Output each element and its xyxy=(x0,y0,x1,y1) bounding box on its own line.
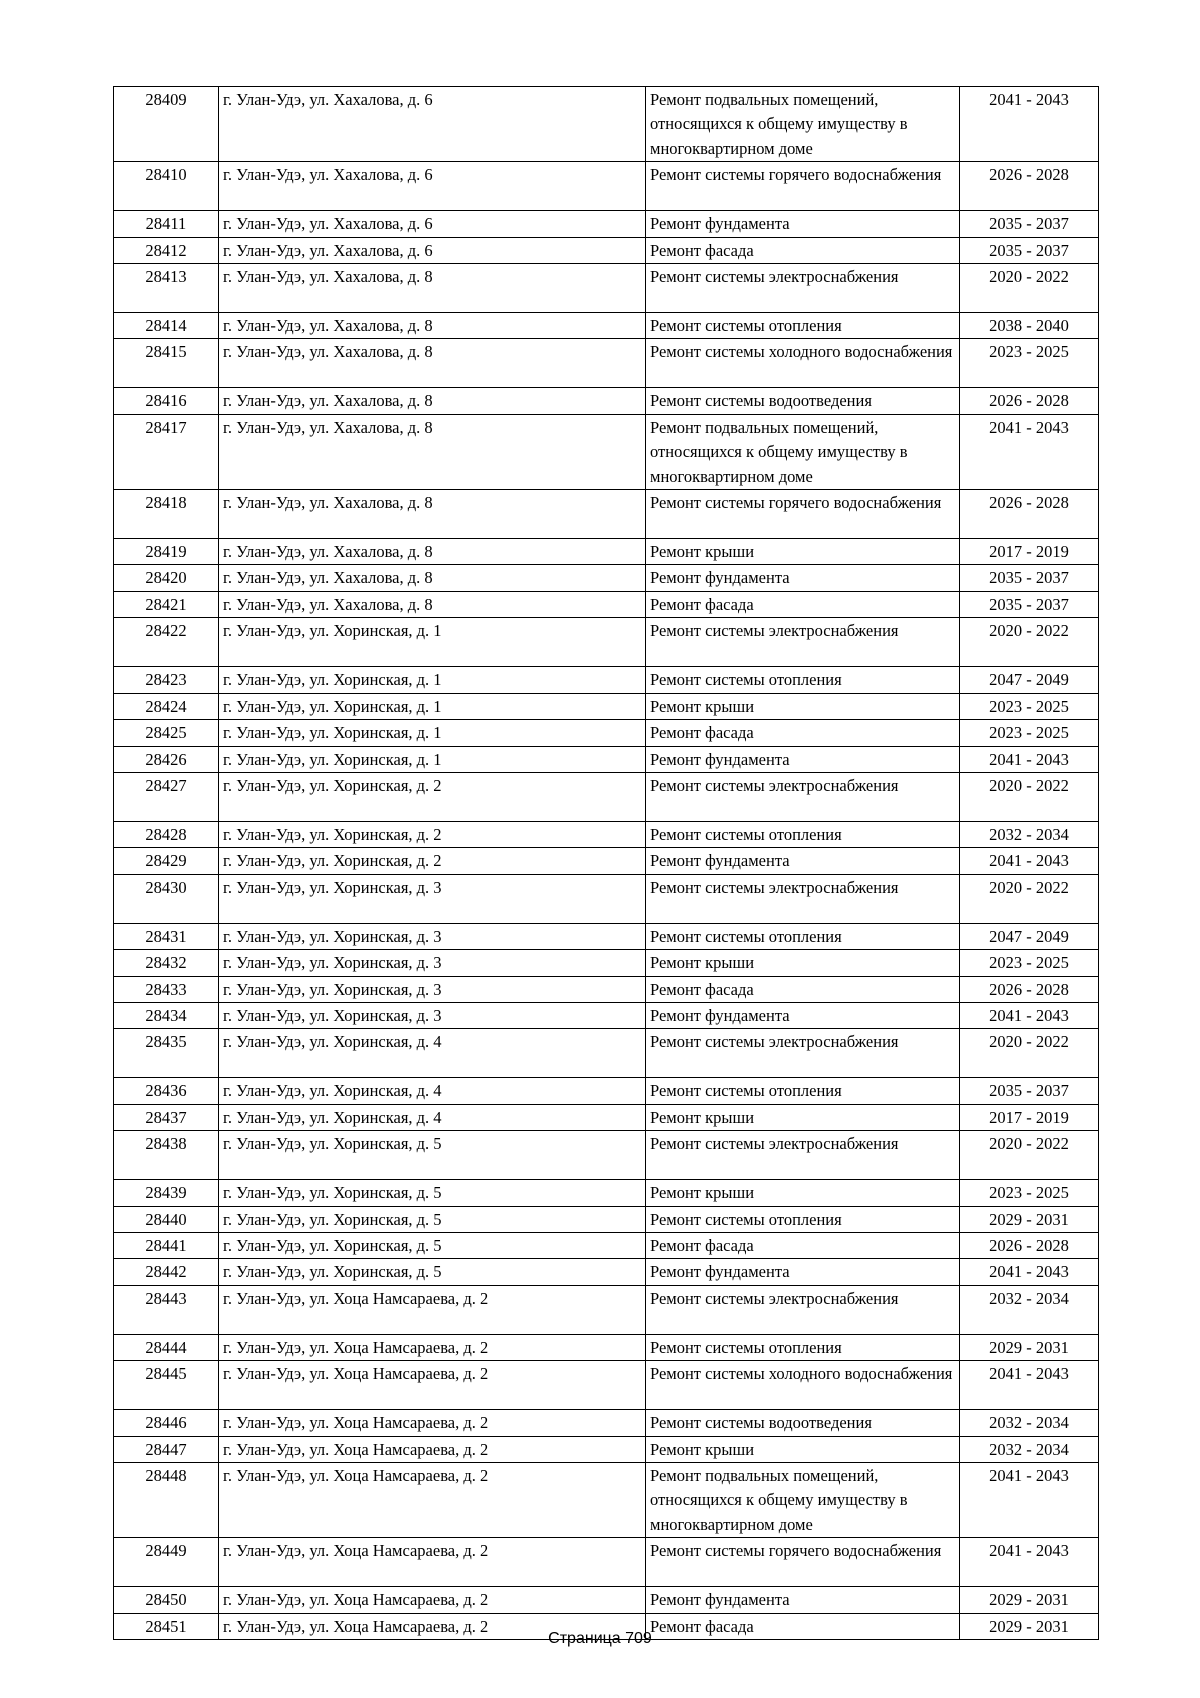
work-type-cell: Ремонт системы холодного водоснабжения xyxy=(646,339,960,388)
table-row xyxy=(114,591,1099,617)
address-cell: г. Улан-Удэ, ул. Хахалова, д. 8 xyxy=(219,414,646,489)
table-row xyxy=(114,1463,1099,1538)
address-cell: г. Улан-Удэ, ул. Хоринская, д. 5 xyxy=(219,1131,646,1180)
work-type-cell: Ремонт фундамента xyxy=(646,1587,960,1613)
row-id-cell: 28444 xyxy=(114,1334,219,1360)
work-type-cell: Ремонт системы электроснабжения xyxy=(646,1285,960,1334)
address-cell: г. Улан-Удэ, ул. Хоца Намсараева, д. 2 xyxy=(219,1613,646,1639)
work-type-cell: Ремонт системы горячего водоснабжения xyxy=(646,490,960,539)
page-number: Страница 709 xyxy=(548,1630,652,1647)
row-id-cell: 28431 xyxy=(114,923,219,949)
address-cell: г. Улан-Удэ, ул. Хоринская, д. 3 xyxy=(219,950,646,976)
table-row xyxy=(114,237,1099,263)
address-cell: г. Улан-Удэ, ул. Хоринская, д. 1 xyxy=(219,720,646,746)
table-row xyxy=(114,87,1099,162)
period-cell: 2032 - 2034 xyxy=(960,1436,1099,1462)
address-cell: г. Улан-Удэ, ул. Хахалова, д. 8 xyxy=(219,339,646,388)
work-type-cell: Ремонт системы отопления xyxy=(646,667,960,693)
row-id-cell: 28429 xyxy=(114,848,219,874)
address-cell: г. Улан-Удэ, ул. Хоринская, д. 1 xyxy=(219,667,646,693)
address-cell: г. Улан-Удэ, ул. Хоца Намсараева, д. 2 xyxy=(219,1587,646,1613)
address-cell: г. Улан-Удэ, ул. Хоца Намсараева, д. 2 xyxy=(219,1334,646,1360)
address-cell: г. Улан-Удэ, ул. Хоринская, д. 3 xyxy=(219,874,646,923)
table-row xyxy=(114,388,1099,414)
row-id-cell: 28412 xyxy=(114,237,219,263)
table-row xyxy=(114,414,1099,489)
period-cell: 2035 - 2037 xyxy=(960,591,1099,617)
period-cell: 2023 - 2025 xyxy=(960,720,1099,746)
table-row xyxy=(114,848,1099,874)
row-id-cell: 28438 xyxy=(114,1131,219,1180)
table-row xyxy=(114,565,1099,591)
row-id-cell: 28419 xyxy=(114,539,219,565)
period-cell: 2035 - 2037 xyxy=(960,237,1099,263)
period-cell: 2041 - 2043 xyxy=(960,1002,1099,1028)
period-cell: 2032 - 2034 xyxy=(960,821,1099,847)
row-id-cell: 28422 xyxy=(114,618,219,667)
period-cell: 2041 - 2043 xyxy=(960,1538,1099,1587)
table-row xyxy=(114,1410,1099,1436)
work-type-cell: Ремонт крыши xyxy=(646,1180,960,1206)
row-id-cell: 28445 xyxy=(114,1361,219,1410)
work-type-cell: Ремонт крыши xyxy=(646,950,960,976)
row-id-cell: 28428 xyxy=(114,821,219,847)
address-cell: г. Улан-Удэ, ул. Хахалова, д. 8 xyxy=(219,313,646,339)
work-type-cell: Ремонт системы водоотведения xyxy=(646,1410,960,1436)
row-id-cell: 28421 xyxy=(114,591,219,617)
row-id-cell: 28440 xyxy=(114,1206,219,1232)
period-cell: 2023 - 2025 xyxy=(960,339,1099,388)
work-type-cell: Ремонт системы электроснабжения xyxy=(646,874,960,923)
period-cell: 2029 - 2031 xyxy=(960,1613,1099,1639)
period-cell: 2026 - 2028 xyxy=(960,1232,1099,1258)
work-type-cell: Ремонт системы отопления xyxy=(646,1334,960,1360)
row-id-cell: 28439 xyxy=(114,1180,219,1206)
work-type-cell: Ремонт фасада xyxy=(646,720,960,746)
address-cell: г. Улан-Удэ, ул. Хоринская, д. 3 xyxy=(219,1002,646,1028)
period-cell: 2026 - 2028 xyxy=(960,388,1099,414)
work-type-cell: Ремонт системы отопления xyxy=(646,313,960,339)
period-cell: 2023 - 2025 xyxy=(960,1180,1099,1206)
table-row xyxy=(114,162,1099,211)
period-cell: 2035 - 2037 xyxy=(960,565,1099,591)
row-id-cell: 28433 xyxy=(114,976,219,1002)
work-type-cell: Ремонт крыши xyxy=(646,693,960,719)
row-id-cell: 28451 xyxy=(114,1613,219,1639)
work-type-cell: Ремонт системы горячего водоснабжения xyxy=(646,1538,960,1587)
work-type-cell: Ремонт подвальных помещений, относящихся к общему имуществу в многоквартирном доме xyxy=(646,87,960,162)
row-id-cell: 28434 xyxy=(114,1002,219,1028)
period-cell: 2041 - 2043 xyxy=(960,414,1099,489)
period-cell: 2023 - 2025 xyxy=(960,693,1099,719)
row-id-cell: 28447 xyxy=(114,1436,219,1462)
row-id-cell: 28415 xyxy=(114,339,219,388)
table-row xyxy=(114,1285,1099,1334)
period-cell: 2026 - 2028 xyxy=(960,162,1099,211)
period-cell: 2038 - 2040 xyxy=(960,313,1099,339)
address-cell: г. Улан-Удэ, ул. Хоринская, д. 5 xyxy=(219,1232,646,1258)
table-row xyxy=(114,539,1099,565)
row-id-cell: 28436 xyxy=(114,1078,219,1104)
address-cell: г. Улан-Удэ, ул. Хоринская, д. 1 xyxy=(219,693,646,719)
work-type-cell: Ремонт фасада xyxy=(646,591,960,617)
address-cell: г. Улан-Удэ, ул. Хахалова, д. 6 xyxy=(219,211,646,237)
table-row xyxy=(114,720,1099,746)
row-id-cell: 28430 xyxy=(114,874,219,923)
address-cell: г. Улан-Удэ, ул. Хоца Намсараева, д. 2 xyxy=(219,1410,646,1436)
table-row xyxy=(114,874,1099,923)
period-cell: 2026 - 2028 xyxy=(960,976,1099,1002)
work-type-cell: Ремонт крыши xyxy=(646,1104,960,1130)
work-type-cell: Ремонт системы отопления xyxy=(646,1078,960,1104)
period-cell: 2017 - 2019 xyxy=(960,1104,1099,1130)
address-cell: г. Улан-Удэ, ул. Хоринская, д. 2 xyxy=(219,821,646,847)
period-cell: 2029 - 2031 xyxy=(960,1334,1099,1360)
address-cell: г. Улан-Удэ, ул. Хоца Намсараева, д. 2 xyxy=(219,1436,646,1462)
work-type-cell: Ремонт подвальных помещений, относящихся к общему имуществу в многоквартирном доме xyxy=(646,1463,960,1538)
work-type-cell: Ремонт фундамента xyxy=(646,1259,960,1285)
row-id-cell: 28425 xyxy=(114,720,219,746)
address-cell: г. Улан-Удэ, ул. Хахалова, д. 8 xyxy=(219,264,646,313)
work-type-cell: Ремонт системы горячего водоснабжения xyxy=(646,162,960,211)
row-id-cell: 28446 xyxy=(114,1410,219,1436)
address-cell: г. Улан-Удэ, ул. Хахалова, д. 6 xyxy=(219,162,646,211)
period-cell: 2047 - 2049 xyxy=(960,667,1099,693)
address-cell: г. Улан-Удэ, ул. Хахалова, д. 8 xyxy=(219,490,646,539)
row-id-cell: 28411 xyxy=(114,211,219,237)
period-cell: 2020 - 2022 xyxy=(960,772,1099,821)
row-id-cell: 28449 xyxy=(114,1538,219,1587)
address-cell: г. Улан-Удэ, ул. Хоринская, д. 5 xyxy=(219,1180,646,1206)
address-cell: г. Улан-Удэ, ул. Хахалова, д. 8 xyxy=(219,388,646,414)
table-row xyxy=(114,1232,1099,1258)
work-type-cell: Ремонт крыши xyxy=(646,1436,960,1462)
address-cell: г. Улан-Удэ, ул. Хахалова, д. 6 xyxy=(219,237,646,263)
table-row xyxy=(114,746,1099,772)
address-cell: г. Улан-Удэ, ул. Хоринская, д. 2 xyxy=(219,772,646,821)
address-cell: г. Улан-Удэ, ул. Хахалова, д. 8 xyxy=(219,539,646,565)
row-id-cell: 28409 xyxy=(114,87,219,162)
address-cell: г. Улан-Удэ, ул. Хоца Намсараева, д. 2 xyxy=(219,1361,646,1410)
address-cell: г. Улан-Удэ, ул. Хоринская, д. 1 xyxy=(219,746,646,772)
row-id-cell: 28423 xyxy=(114,667,219,693)
work-type-cell: Ремонт системы отопления xyxy=(646,923,960,949)
address-cell: г. Улан-Удэ, ул. Хахалова, д. 6 xyxy=(219,87,646,162)
address-cell: г. Улан-Удэ, ул. Хахалова, д. 8 xyxy=(219,565,646,591)
period-cell: 2020 - 2022 xyxy=(960,618,1099,667)
table-row xyxy=(114,667,1099,693)
address-cell: г. Улан-Удэ, ул. Хоринская, д. 3 xyxy=(219,923,646,949)
table-row xyxy=(114,211,1099,237)
row-id-cell: 28420 xyxy=(114,565,219,591)
period-cell: 2041 - 2043 xyxy=(960,746,1099,772)
table-row xyxy=(114,923,1099,949)
table-row xyxy=(114,1361,1099,1410)
table-row xyxy=(114,1206,1099,1232)
table-row xyxy=(114,264,1099,313)
period-cell: 2041 - 2043 xyxy=(960,1259,1099,1285)
table-row xyxy=(114,976,1099,1002)
row-id-cell: 28448 xyxy=(114,1463,219,1538)
period-cell: 2020 - 2022 xyxy=(960,1029,1099,1078)
row-id-cell: 28417 xyxy=(114,414,219,489)
work-type-cell: Ремонт системы отопления xyxy=(646,821,960,847)
period-cell: 2029 - 2031 xyxy=(960,1206,1099,1232)
period-cell: 2047 - 2049 xyxy=(960,923,1099,949)
period-cell: 2032 - 2034 xyxy=(960,1285,1099,1334)
table-row xyxy=(114,1104,1099,1130)
row-id-cell: 28435 xyxy=(114,1029,219,1078)
period-cell: 2041 - 2043 xyxy=(960,87,1099,162)
period-cell: 2023 - 2025 xyxy=(960,950,1099,976)
table-row xyxy=(114,950,1099,976)
period-cell: 2032 - 2034 xyxy=(960,1410,1099,1436)
row-id-cell: 28413 xyxy=(114,264,219,313)
work-type-cell: Ремонт фундамента xyxy=(646,1002,960,1028)
row-id-cell: 28443 xyxy=(114,1285,219,1334)
table-row xyxy=(114,339,1099,388)
table-row xyxy=(114,1029,1099,1078)
address-cell: г. Улан-Удэ, ул. Хоринская, д. 4 xyxy=(219,1078,646,1104)
row-id-cell: 28414 xyxy=(114,313,219,339)
work-type-cell: Ремонт фасада xyxy=(646,976,960,1002)
period-cell: 2041 - 2043 xyxy=(960,1463,1099,1538)
table-row xyxy=(114,1436,1099,1462)
row-id-cell: 28450 xyxy=(114,1587,219,1613)
work-type-cell: Ремонт подвальных помещений, относящихся к общему имуществу в многоквартирном доме xyxy=(646,414,960,489)
period-cell: 2041 - 2043 xyxy=(960,848,1099,874)
work-type-cell: Ремонт системы электроснабжения xyxy=(646,264,960,313)
period-cell: 2026 - 2028 xyxy=(960,490,1099,539)
row-id-cell: 28427 xyxy=(114,772,219,821)
work-type-cell: Ремонт фасада xyxy=(646,1232,960,1258)
address-cell: г. Улан-Удэ, ул. Хоринская, д. 1 xyxy=(219,618,646,667)
address-cell: г. Улан-Удэ, ул. Хоринская, д. 4 xyxy=(219,1029,646,1078)
row-id-cell: 28410 xyxy=(114,162,219,211)
address-cell: г. Улан-Удэ, ул. Хоринская, д. 5 xyxy=(219,1206,646,1232)
row-id-cell: 28426 xyxy=(114,746,219,772)
work-type-cell: Ремонт фундамента xyxy=(646,746,960,772)
work-type-cell: Ремонт фундамента xyxy=(646,848,960,874)
address-cell: г. Улан-Удэ, ул. Хоца Намсараева, д. 2 xyxy=(219,1285,646,1334)
table-body xyxy=(114,87,1099,1640)
table-row xyxy=(114,490,1099,539)
table-row xyxy=(114,821,1099,847)
table-row xyxy=(114,1538,1099,1587)
table-row xyxy=(114,313,1099,339)
table-row xyxy=(114,618,1099,667)
table-row xyxy=(114,1334,1099,1360)
address-cell: г. Улан-Удэ, ул. Хоринская, д. 3 xyxy=(219,976,646,1002)
row-id-cell: 28441 xyxy=(114,1232,219,1258)
period-cell: 2020 - 2022 xyxy=(960,264,1099,313)
work-type-cell: Ремонт фасада xyxy=(646,237,960,263)
row-id-cell: 28437 xyxy=(114,1104,219,1130)
work-type-cell: Ремонт системы электроснабжения xyxy=(646,772,960,821)
work-type-cell: Ремонт системы отопления xyxy=(646,1206,960,1232)
work-type-cell: Ремонт фундамента xyxy=(646,565,960,591)
table-row xyxy=(114,693,1099,719)
work-type-cell: Ремонт крыши xyxy=(646,539,960,565)
period-cell: 2035 - 2037 xyxy=(960,1078,1099,1104)
row-id-cell: 28432 xyxy=(114,950,219,976)
work-type-cell: Ремонт фасада xyxy=(646,1613,960,1639)
row-id-cell: 28424 xyxy=(114,693,219,719)
period-cell: 2020 - 2022 xyxy=(960,874,1099,923)
address-cell: г. Улан-Удэ, ул. Хоца Намсараева, д. 2 xyxy=(219,1538,646,1587)
address-cell: г. Улан-Удэ, ул. Хоца Намсараева, д. 2 xyxy=(219,1463,646,1538)
period-cell: 2029 - 2031 xyxy=(960,1587,1099,1613)
address-cell: г. Улан-Удэ, ул. Хоринская, д. 5 xyxy=(219,1259,646,1285)
address-cell: г. Улан-Удэ, ул. Хахалова, д. 8 xyxy=(219,591,646,617)
table-row xyxy=(114,1131,1099,1180)
row-id-cell: 28418 xyxy=(114,490,219,539)
work-type-cell: Ремонт системы электроснабжения xyxy=(646,1131,960,1180)
work-type-cell: Ремонт системы электроснабжения xyxy=(646,1029,960,1078)
row-id-cell: 28442 xyxy=(114,1259,219,1285)
address-cell: г. Улан-Удэ, ул. Хоринская, д. 4 xyxy=(219,1104,646,1130)
period-cell: 2017 - 2019 xyxy=(960,539,1099,565)
work-type-cell: Ремонт фундамента xyxy=(646,211,960,237)
repair-schedule-table xyxy=(113,86,1099,1640)
period-cell: 2020 - 2022 xyxy=(960,1131,1099,1180)
table-row xyxy=(114,1180,1099,1206)
table-row xyxy=(114,1078,1099,1104)
table-row xyxy=(114,1587,1099,1613)
table-row xyxy=(114,772,1099,821)
table-row xyxy=(114,1002,1099,1028)
work-type-cell: Ремонт системы электроснабжения xyxy=(646,618,960,667)
work-type-cell: Ремонт системы холодного водоснабжения xyxy=(646,1361,960,1410)
address-cell: г. Улан-Удэ, ул. Хоринская, д. 2 xyxy=(219,848,646,874)
period-cell: 2041 - 2043 xyxy=(960,1361,1099,1410)
work-type-cell: Ремонт системы водоотведения xyxy=(646,388,960,414)
table-row xyxy=(114,1259,1099,1285)
row-id-cell: 28416 xyxy=(114,388,219,414)
period-cell: 2035 - 2037 xyxy=(960,211,1099,237)
